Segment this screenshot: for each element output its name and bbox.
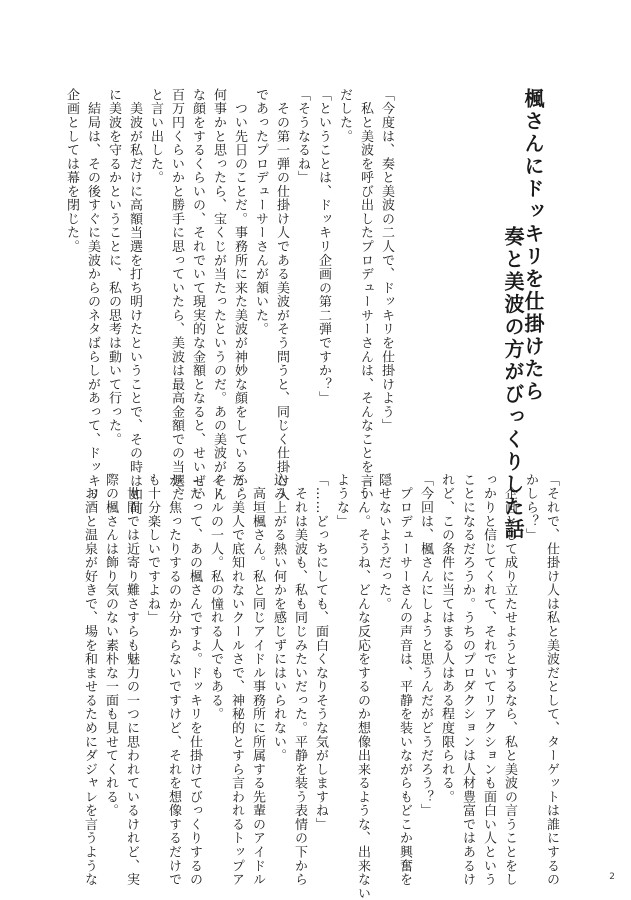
lower-line-10: 「うん。そうね、どんな反応をするのか想像出来るような、出来ない: [355, 473, 370, 900]
upper-line-4: 「ということは、ドッキリ企画の第二弾ですか？」: [316, 88, 331, 405]
upper-line-10: な顔をするくらいの、それでいて現実的な金額となると、せいぜい: [190, 88, 205, 502]
lower-line-7: 「今回は、楓さんにしようと思うんだがどうだろう？」: [418, 473, 433, 818]
upper-line-3: だした。: [337, 88, 352, 144]
title-line-1: 楓さんにドッキリを仕掛けたら: [521, 88, 545, 403]
lower-line-8: プロデューサーさんの声音は、平静を装いながらもどこか興奮を: [397, 473, 412, 887]
upper-line-12: と言い出した。: [148, 88, 163, 185]
lower-line-12: 「……どっちにしても、面白くなりそうな気がしますね」: [313, 473, 328, 832]
lower-line-15: 高垣楓さん。私と同じアイドル事務所に所属する先輩のアイドル: [250, 473, 265, 887]
lower-line-17: イドルの一人。私の憧れる人でもある。: [208, 473, 223, 722]
lower-line-11: ような」: [334, 473, 349, 529]
upper-line-14: に美波を守るかということに、私の思考は動いて行った。: [106, 88, 121, 447]
title-line-2: 奏と美波の方がびっくりした話: [501, 226, 525, 541]
lower-line-13: それは美波も、私も同じみたいだった。平静を装う表情の下から: [292, 473, 307, 887]
lower-line-23: お酒と温泉が好きで、場を和ませるためにダジャレを言うような: [82, 473, 97, 887]
lower-line-20: も十分楽しいですよね」: [145, 473, 160, 625]
upper-line-2: 私と美波を呼び出したプロデューサーさんは、そんなことを言い: [358, 88, 373, 502]
upper-line-8: つい先日のことだ。事務所に来た美波が神妙な顔をしているから: [232, 88, 247, 502]
lower-line-9: 隠せないようだった。: [376, 473, 391, 611]
upper-line-16: 企画としては幕を閉じた。: [64, 88, 79, 254]
upper-line-6: その第一弾の仕掛け人である美波がそう問うと、同じく仕掛け人: [274, 88, 289, 502]
lower-line-4: っかりと信じてくれて、それでいてリアクションも面白い人という: [481, 473, 496, 887]
lower-line-22: 際の楓さんは飾り気のない素朴な一面も見せてくれる。: [103, 473, 118, 818]
lower-line-21: 世間では近寄り難さすらも魅力の一つに思われているけれど、実: [124, 473, 139, 887]
upper-line-1: 「今度は、奏と美波の二人で、ドッキリを仕掛けよう」: [379, 88, 394, 433]
upper-line-13: 美波が私だけに高額当選を打ち明けたということで、その時は如何: [127, 88, 142, 516]
lower-line-19: か、焦ったりするのか分からないですけど、それを想像するだけで: [166, 473, 181, 887]
upper-line-11: 百万円くらいかと勝手に思っていたら、美波は最高金額での当選だ: [169, 88, 184, 502]
lower-line-5: ことになるだろうか。うちのプロダクションは人材豊富ではあるけ: [460, 473, 475, 887]
upper-line-7: であったプロデューサーさんが頷いた。: [253, 88, 268, 337]
lower-line-2: かしら？」: [523, 473, 538, 542]
upper-line-9: 何事かと思ったら、宝くじが当たったというのだ。あの美波がそん: [211, 88, 226, 502]
lower-line-6: れど、この条件に当てはまる人はある程度限られる。: [439, 473, 454, 804]
lower-line-3: 企画として成り立たせようとするなら、私と美波の言うことをし: [502, 473, 517, 887]
lower-line-18: 「だって、あの楓さんですよ。ドッキリを仕掛けてびっくりするの: [187, 473, 202, 887]
upper-line-15: 結局は、その後すぐに美波からのネタばらしがあって、ドッキリ: [85, 88, 100, 502]
lower-line-1: 「それで、仕掛け人は私と美波だとして、ターゲットは誰にするの: [544, 473, 559, 887]
lower-line-14: 込み上がる熱い何かを感じずにはいられない。: [271, 473, 286, 763]
lower-line-16: だ。美人で底知れないクールさで、神秘的とすら言われるトップア: [229, 473, 244, 887]
upper-line-5: 「そうなるね」: [295, 88, 310, 185]
page-number: 2: [609, 872, 615, 882]
